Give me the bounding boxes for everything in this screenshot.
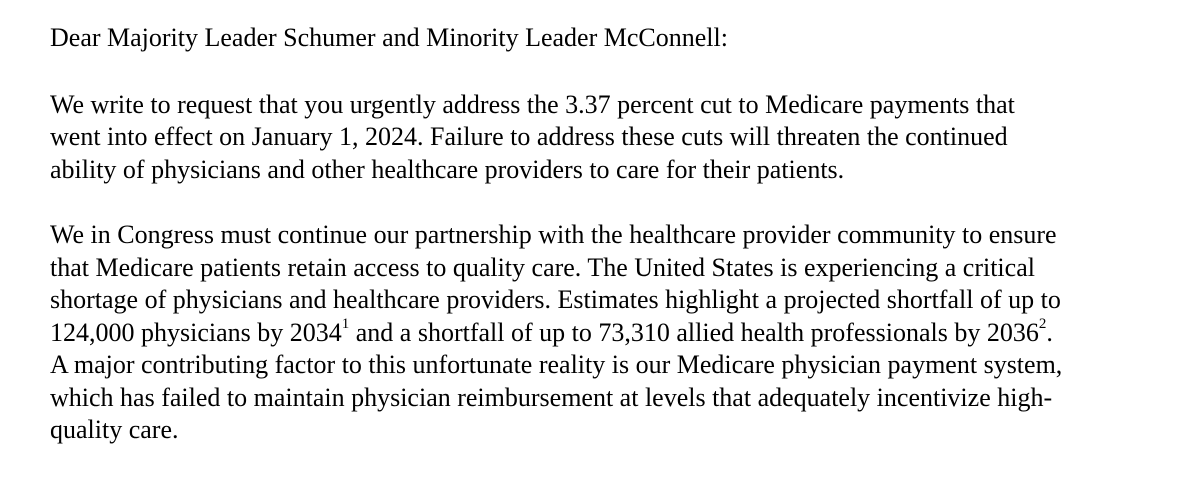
footnote-reference-1: 1 <box>341 315 350 332</box>
physicians-shortfall-text: 124,000 physicians by 2034 <box>50 317 342 347</box>
paragraph-2-line: which has failed to maintain physician reimbursement at levels that adequately incentivize high- <box>50 382 1053 412</box>
paragraph-2-line-footnotes <box>50 317 1170 350</box>
paragraph-2-line: shortage of physicians and healthcare providers. Estimates highlight a projected shortfall of up to <box>50 285 1061 314</box>
paragraph-1-line: ability of physicians and other healthcare providers to care for their patients. <box>50 154 845 184</box>
footnote-reference-2: 2 <box>1038 315 1047 332</box>
paragraph-1-line: went into effect on January 1, 2024. Failure to address these cuts will threaten the continued <box>50 122 1008 151</box>
salutation: Dear Majority Leader Schumer and Minority Leader McConnell: <box>50 23 728 52</box>
paragraph-2-line: quality care. <box>50 415 179 444</box>
paragraph-2-line: We in Congress must continue our partnership with the healthcare provider community to ensure <box>50 220 1057 249</box>
paragraph-2-line: A major contributing factor to this unfortunate reality is our Medicare physician payment system, <box>50 350 1063 379</box>
paragraph-2-line: that Medicare patients retain access to quality care. The United States is experiencing a critical <box>50 252 1035 282</box>
sentence-period: . <box>1046 317 1053 347</box>
paragraph-2 <box>50 219 1170 447</box>
letter-body <box>50 22 1170 480</box>
paragraph-1 <box>50 89 1170 187</box>
allied-shortfall-text: and a shortfall of up to 73,310 allied health professionals by 2036 <box>349 317 1039 347</box>
paragraph-1-line: We write to request that you urgently address the 3.37 percent cut to Medicare payments that <box>50 89 1015 119</box>
